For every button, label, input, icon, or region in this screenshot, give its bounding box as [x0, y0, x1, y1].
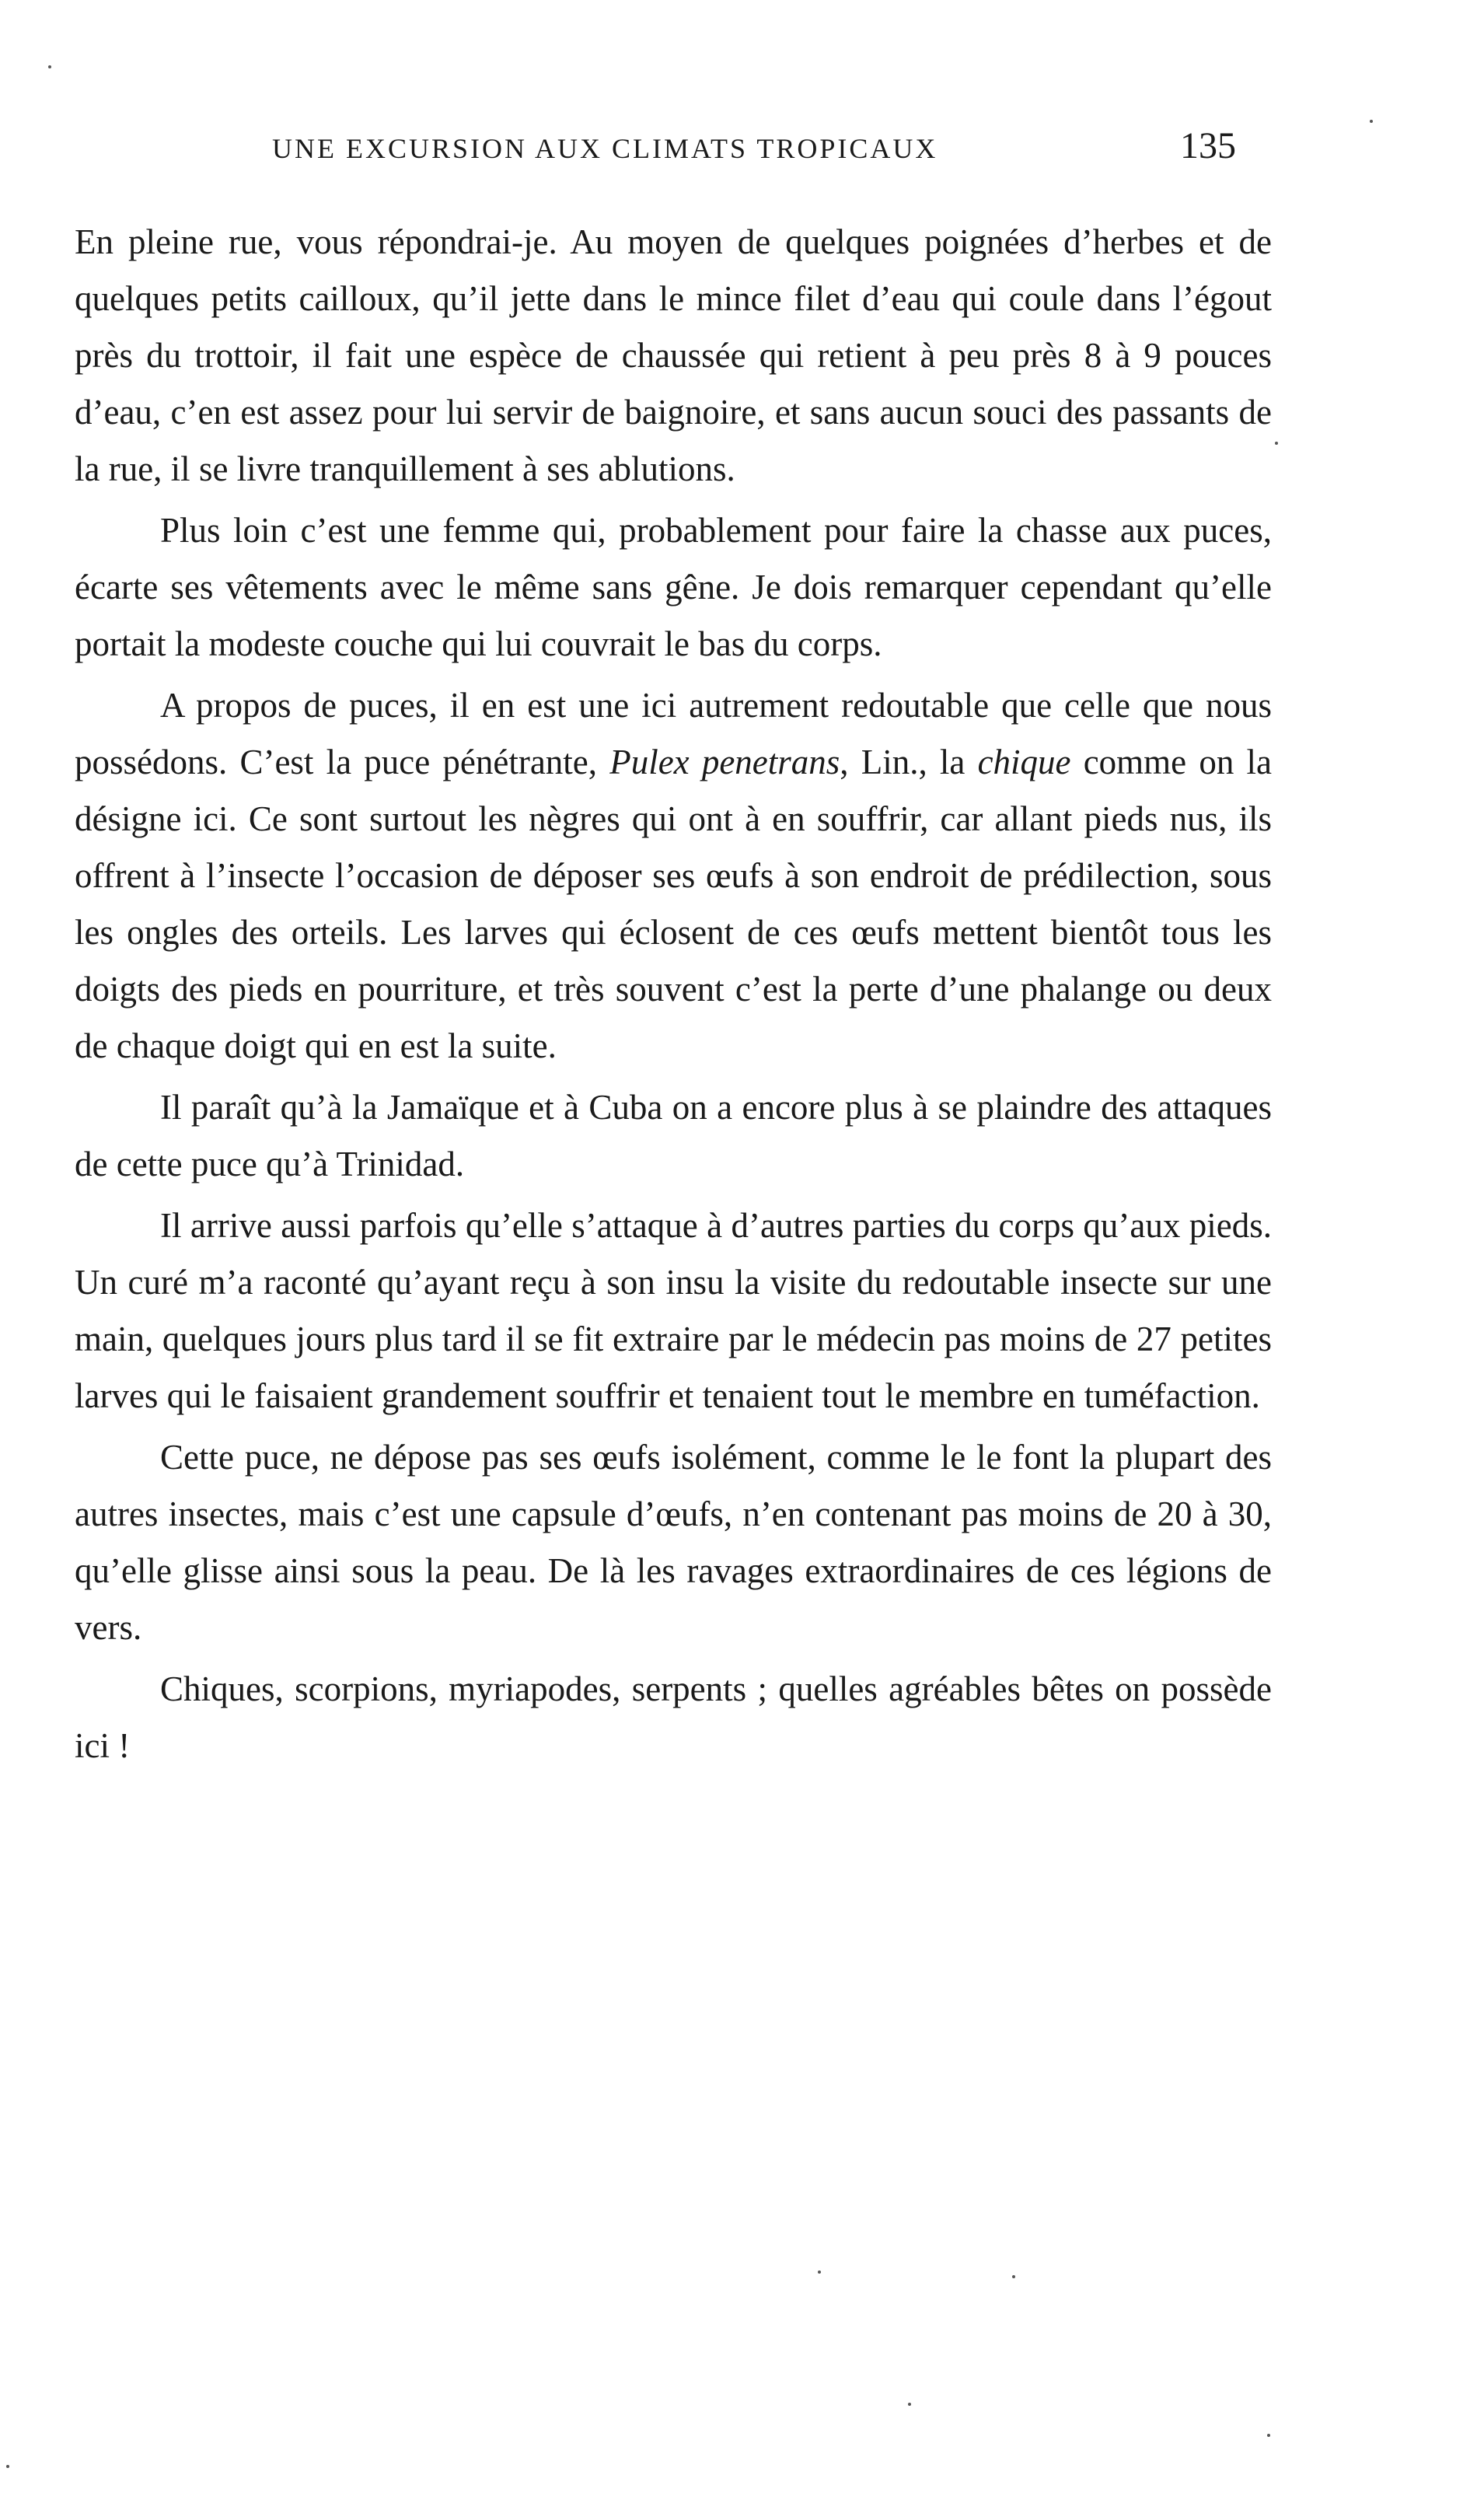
- text-body: [75, 214, 1272, 1779]
- paragraph-1: En pleine rue, vous répondrai-je. Au moyen de quelques poignées d’herbes et de quelques petits cailloux, qu’il jette dans le mince filet d’eau qui coule dans l’égout près du trottoir, il fait une espèce de chaussée qui retient à peu près 8 à 9 pouces d’eau, c’en est assez pour lui servir de baignoire, et sans aucun souci des passants de la rue, il se livre tranquillement à ses ablutions.: [75, 222, 1272, 488]
- paragraph-5: Il arrive aussi parfois qu’elle s’attaque à d’autres parties du corps qu’aux pieds. Un curé m’a raconté qu’ayant reçu à son insu la visite du redoutable insecte sur une main, quelques jours plus tard il se fit extraire par le médecin pas moins de 27 petites larves qui le faisaient grandement souffrir et tenaient tout le membre en tuméfaction.: [75, 1206, 1272, 1415]
- scan-speck: [1012, 2275, 1015, 2278]
- scan-speck: [818, 2271, 821, 2274]
- scan-speck: [1267, 2434, 1270, 2437]
- scan-speck: [908, 2403, 911, 2406]
- scan-speck: [1275, 442, 1278, 445]
- paragraph-2: Plus loin c’est une femme qui, probablement pour faire la chasse aux puces, écarte ses vêtements avec le même sans gêne. Je dois remarquer cependant qu’elle portait la modeste couche qui lui couvrait le bas du corps.: [75, 511, 1272, 663]
- running-head: [117, 124, 1236, 171]
- paragraph-4: Il paraît qu’à la Jamaïque et à Cuba on a encore plus à se plaindre des attaques de cette puce qu’à Trinidad.: [75, 1088, 1272, 1183]
- paragraph-3: [75, 677, 1272, 1075]
- species-name: Pulex penetrans: [609, 743, 840, 781]
- page-number: 135: [1180, 125, 1236, 166]
- scan-speck: [1370, 120, 1373, 123]
- paragraph-3-text-2: , Lin., la: [840, 743, 978, 781]
- paragraph-3-text-1: A propos de puces, il en est une ici autrement redoutable que celle que nous possédons. C’est la puce pénétrante,: [75, 686, 1272, 781]
- scan-speck: [6, 2465, 9, 2468]
- paragraph-7: Chiques, scorpions, myriapodes, serpents ; quelles agréables bêtes on possède ici !: [75, 1669, 1272, 1765]
- common-name: chique: [977, 743, 1071, 781]
- running-title: UNE EXCURSION AUX CLIMATS TROPICAUX: [272, 133, 938, 164]
- paragraph-6: Cette puce, ne dépose pas ses œufs isolément, comme le le font la plupart des autres insectes, mais c’est une capsule d’œufs, n’en contenant pas moins de 20 à 30, qu’elle glisse ainsi sous la peau. De là les ravages extraordinaires de ces légions de vers.: [75, 1438, 1272, 1647]
- scan-speck: [48, 65, 51, 68]
- paragraph-3-text-3: comme on la désigne ici. Ce sont surtout les nègres qui ont à en souffrir, car allant pieds nus, ils offrent à l’insecte l’occasion de déposer ses œufs à son endroit de prédilection, sous les ongles des orteils. Les larves qui éclosent de ces œufs mettent bientôt tous les doigts des pieds en pourriture, et très souvent c’est la perte d’une phalange ou deux de chaque doigt qui en est la suite.: [75, 743, 1272, 1065]
